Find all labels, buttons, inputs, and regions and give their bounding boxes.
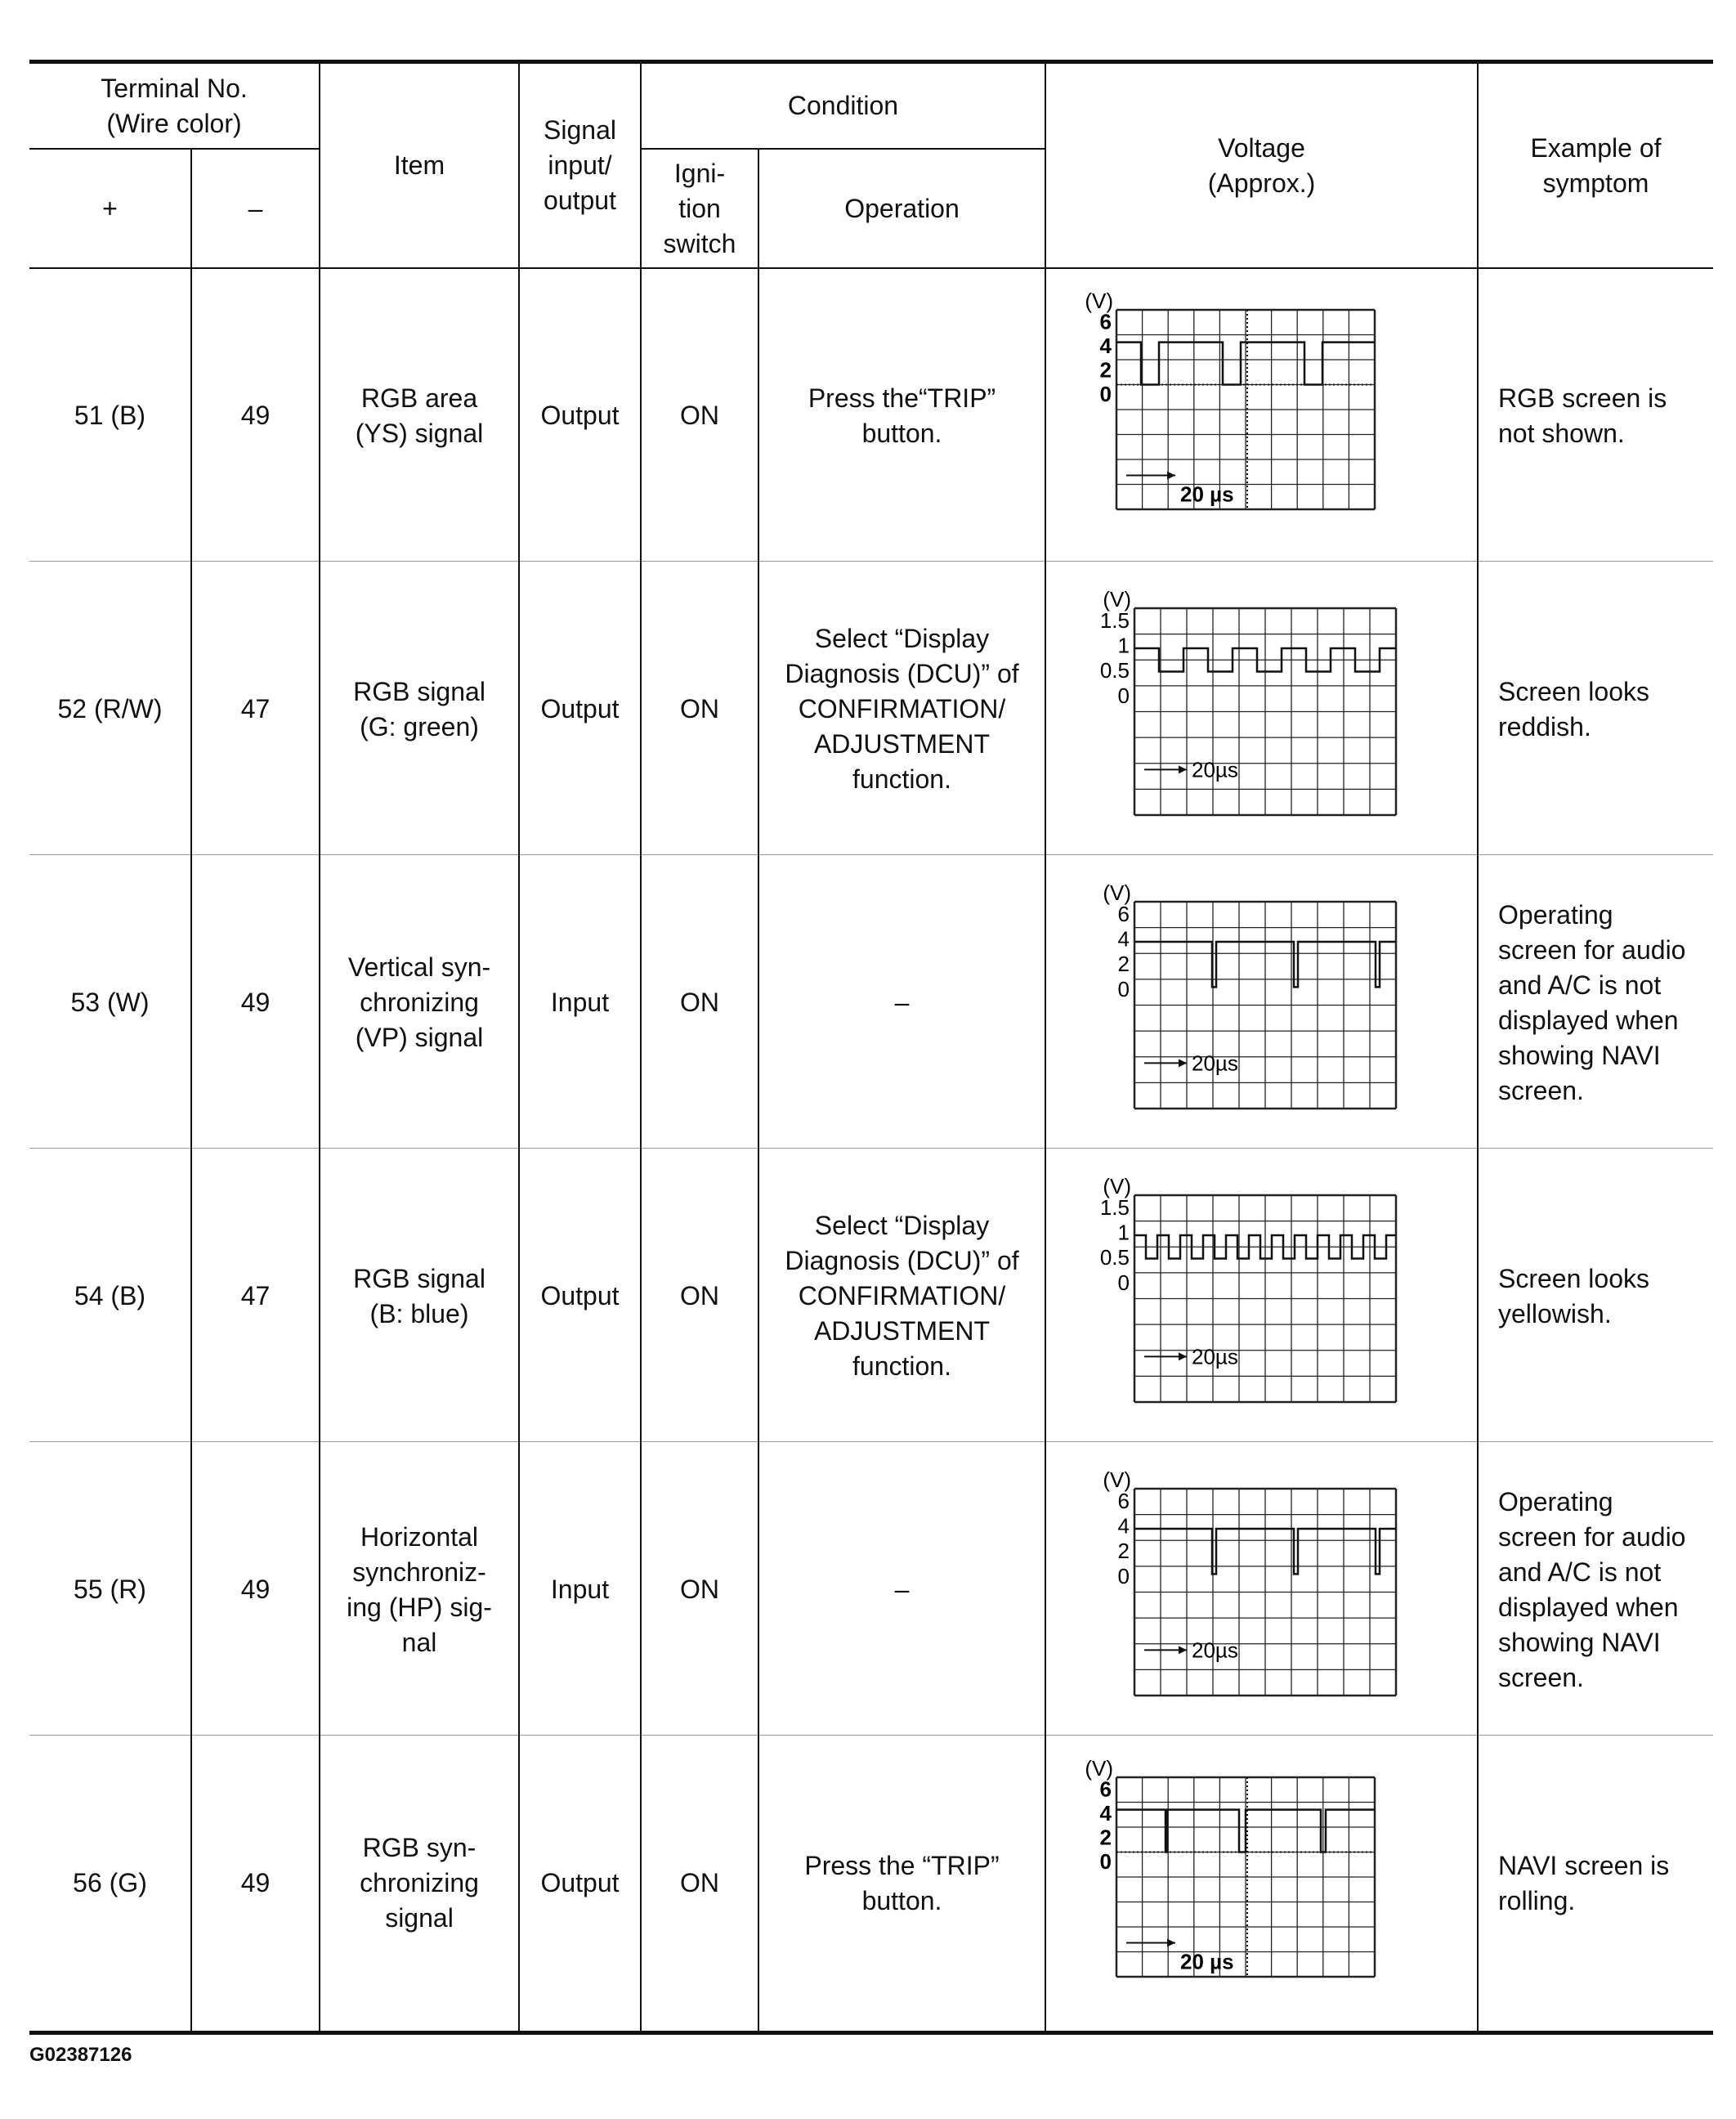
header-ignition-switch: Igni- tion switch xyxy=(663,158,736,258)
example-symptom: RGB screen is not shown. xyxy=(1498,383,1667,448)
y-tick-label: 6 xyxy=(1117,901,1130,926)
time-scale-arrowhead xyxy=(1167,472,1175,480)
time-scale-arrowhead xyxy=(1167,1939,1175,1947)
y-tick-label: 1.5 xyxy=(1099,607,1130,633)
time-scale-label: 20µs xyxy=(1192,1051,1238,1076)
time-scale-label: 20 µs xyxy=(1180,1949,1234,1974)
terminal-minus: 47 xyxy=(240,694,271,724)
oscilloscope-waveform xyxy=(1046,1149,1477,1443)
terminal-minus: 47 xyxy=(240,1281,271,1310)
signal-io: Input xyxy=(550,988,610,1017)
header-condition: Condition xyxy=(787,91,899,120)
item: Horizontal synchroniz- ing (HP) sig- nal xyxy=(347,1521,492,1657)
time-scale-arrowhead xyxy=(1179,765,1187,773)
header-signal-io: Signal input/ output xyxy=(544,115,616,215)
example-symptom: Operating screen for audio and A/C is not displayed when showing NAVI screen. xyxy=(1498,1486,1686,1692)
oscilloscope-waveform xyxy=(1046,856,1477,1149)
terminal-plus: 56 (G) xyxy=(73,1868,147,1897)
item: Vertical syn- chronizing (VP) signal xyxy=(347,952,491,1052)
item: RGB area (YS) signal xyxy=(355,383,484,448)
y-unit-label: (V) xyxy=(1103,587,1131,612)
ignition-switch: ON xyxy=(680,1575,719,1604)
ignition-switch: ON xyxy=(680,1281,719,1310)
y-unit-label: (V) xyxy=(1103,1467,1131,1492)
y-tick-label: 4 xyxy=(1099,333,1112,358)
ignition-switch: ON xyxy=(680,1868,719,1897)
header-item: Item xyxy=(393,150,445,180)
table-bottom-rule xyxy=(29,2031,1713,2035)
signal-io: Output xyxy=(540,1281,620,1310)
y-tick-label: 0.5 xyxy=(1099,1245,1130,1270)
time-scale-arrowhead xyxy=(1179,1059,1187,1067)
y-tick-label: 0 xyxy=(1117,976,1130,1001)
terminal-plus: 54 (B) xyxy=(74,1281,146,1310)
y-tick-label: 0 xyxy=(1117,683,1130,708)
item: RGB signal (B: blue) xyxy=(353,1263,485,1328)
y-tick-label: 1 xyxy=(1117,1220,1130,1245)
signal-io: Input xyxy=(550,1575,610,1604)
y-tick-label: 0.5 xyxy=(1099,658,1130,683)
oscilloscope-waveform xyxy=(1046,1736,1477,2030)
ignition-switch: ON xyxy=(680,694,719,724)
time-scale-label: 20 µs xyxy=(1180,482,1234,507)
operation: – xyxy=(894,1575,910,1604)
ignition-switch: ON xyxy=(680,988,719,1017)
y-tick-label: 6 xyxy=(1099,1776,1112,1802)
y-unit-label: (V) xyxy=(1103,1174,1131,1198)
example-symptom: Screen looks reddish. xyxy=(1498,676,1649,741)
time-scale-label: 20µs xyxy=(1192,757,1238,782)
y-tick-label: 4 xyxy=(1117,1513,1130,1539)
y-tick-label: 4 xyxy=(1099,1800,1112,1826)
y-tick-label: 2 xyxy=(1099,1825,1112,1850)
y-unit-label: (V) xyxy=(1085,289,1113,313)
y-tick-label: 0 xyxy=(1117,1270,1130,1295)
y-tick-label: 1.5 xyxy=(1099,1194,1130,1220)
waveform-trace xyxy=(1116,1810,1375,1852)
oscilloscope-waveform xyxy=(1046,1443,1477,1736)
y-tick-label: 1 xyxy=(1117,633,1130,658)
example-symptom: Operating screen for audio and A/C is not displayed when showing NAVI screen. xyxy=(1498,899,1686,1105)
time-scale-label: 20µs xyxy=(1192,1344,1238,1369)
terminal-plus: 53 (W) xyxy=(70,988,150,1017)
operation: Press the “TRIP” button. xyxy=(804,1850,1000,1915)
y-tick-label: 2 xyxy=(1117,1539,1130,1564)
example-symptom: Screen looks yellowish. xyxy=(1498,1263,1649,1328)
y-tick-label: 0 xyxy=(1099,1849,1112,1875)
terminal-minus: 49 xyxy=(240,401,271,430)
header-example: Example of symptom xyxy=(1530,132,1662,198)
time-scale-label: 20µs xyxy=(1192,1637,1238,1663)
y-tick-label: 0 xyxy=(1117,1563,1130,1588)
signal-io: Output xyxy=(540,694,620,724)
time-scale-arrowhead xyxy=(1179,1646,1187,1654)
terminal-minus: 49 xyxy=(240,1575,271,1604)
operation: Select “Display Diagnosis (DCU)” of CONFIRMATION/ ADJUSTMENT function. xyxy=(785,624,1019,794)
item: RGB signal (G: green) xyxy=(353,676,485,741)
figure-id: G02387126 xyxy=(29,2044,132,2066)
ignition-switch: ON xyxy=(680,401,719,430)
header-terminal-no: Terminal No. (Wire color) xyxy=(101,73,248,138)
header-plus: + xyxy=(102,193,118,223)
y-tick-label: 4 xyxy=(1117,926,1130,952)
y-tick-label: 6 xyxy=(1099,309,1112,334)
y-tick-label: 0 xyxy=(1099,382,1112,407)
oscilloscope-waveform xyxy=(1046,562,1477,856)
operation: Press the“TRIP” button. xyxy=(808,383,996,448)
oscilloscope-waveform xyxy=(1046,269,1477,562)
terminal-plus: 51 (B) xyxy=(74,401,146,430)
y-tick-label: 2 xyxy=(1099,357,1112,383)
signal-io: Output xyxy=(540,401,620,430)
terminal-plus: 52 (R/W) xyxy=(57,694,163,724)
time-scale-arrowhead xyxy=(1179,1352,1187,1360)
header-minus: – xyxy=(248,193,263,223)
header-voltage: Voltage (Approx.) xyxy=(1207,132,1316,198)
signal-io: Output xyxy=(540,1868,620,1897)
header-operation: Operation xyxy=(844,193,960,223)
operation: – xyxy=(894,988,910,1017)
terminal-plus: 55 (R) xyxy=(74,1575,146,1604)
item: RGB syn- chronizing signal xyxy=(360,1833,479,1933)
y-tick-label: 6 xyxy=(1117,1488,1130,1513)
y-tick-label: 2 xyxy=(1117,952,1130,977)
terminal-minus: 49 xyxy=(240,1868,271,1897)
operation: Select “Display Diagnosis (DCU)” of CONFIRMATION/ ADJUSTMENT function. xyxy=(785,1211,1019,1381)
terminal-minus: 49 xyxy=(240,988,271,1017)
terminal-table xyxy=(29,60,1713,2036)
y-unit-label: (V) xyxy=(1103,880,1131,905)
y-unit-label: (V) xyxy=(1085,1756,1113,1781)
example-symptom: NAVI screen is rolling. xyxy=(1498,1850,1670,1915)
